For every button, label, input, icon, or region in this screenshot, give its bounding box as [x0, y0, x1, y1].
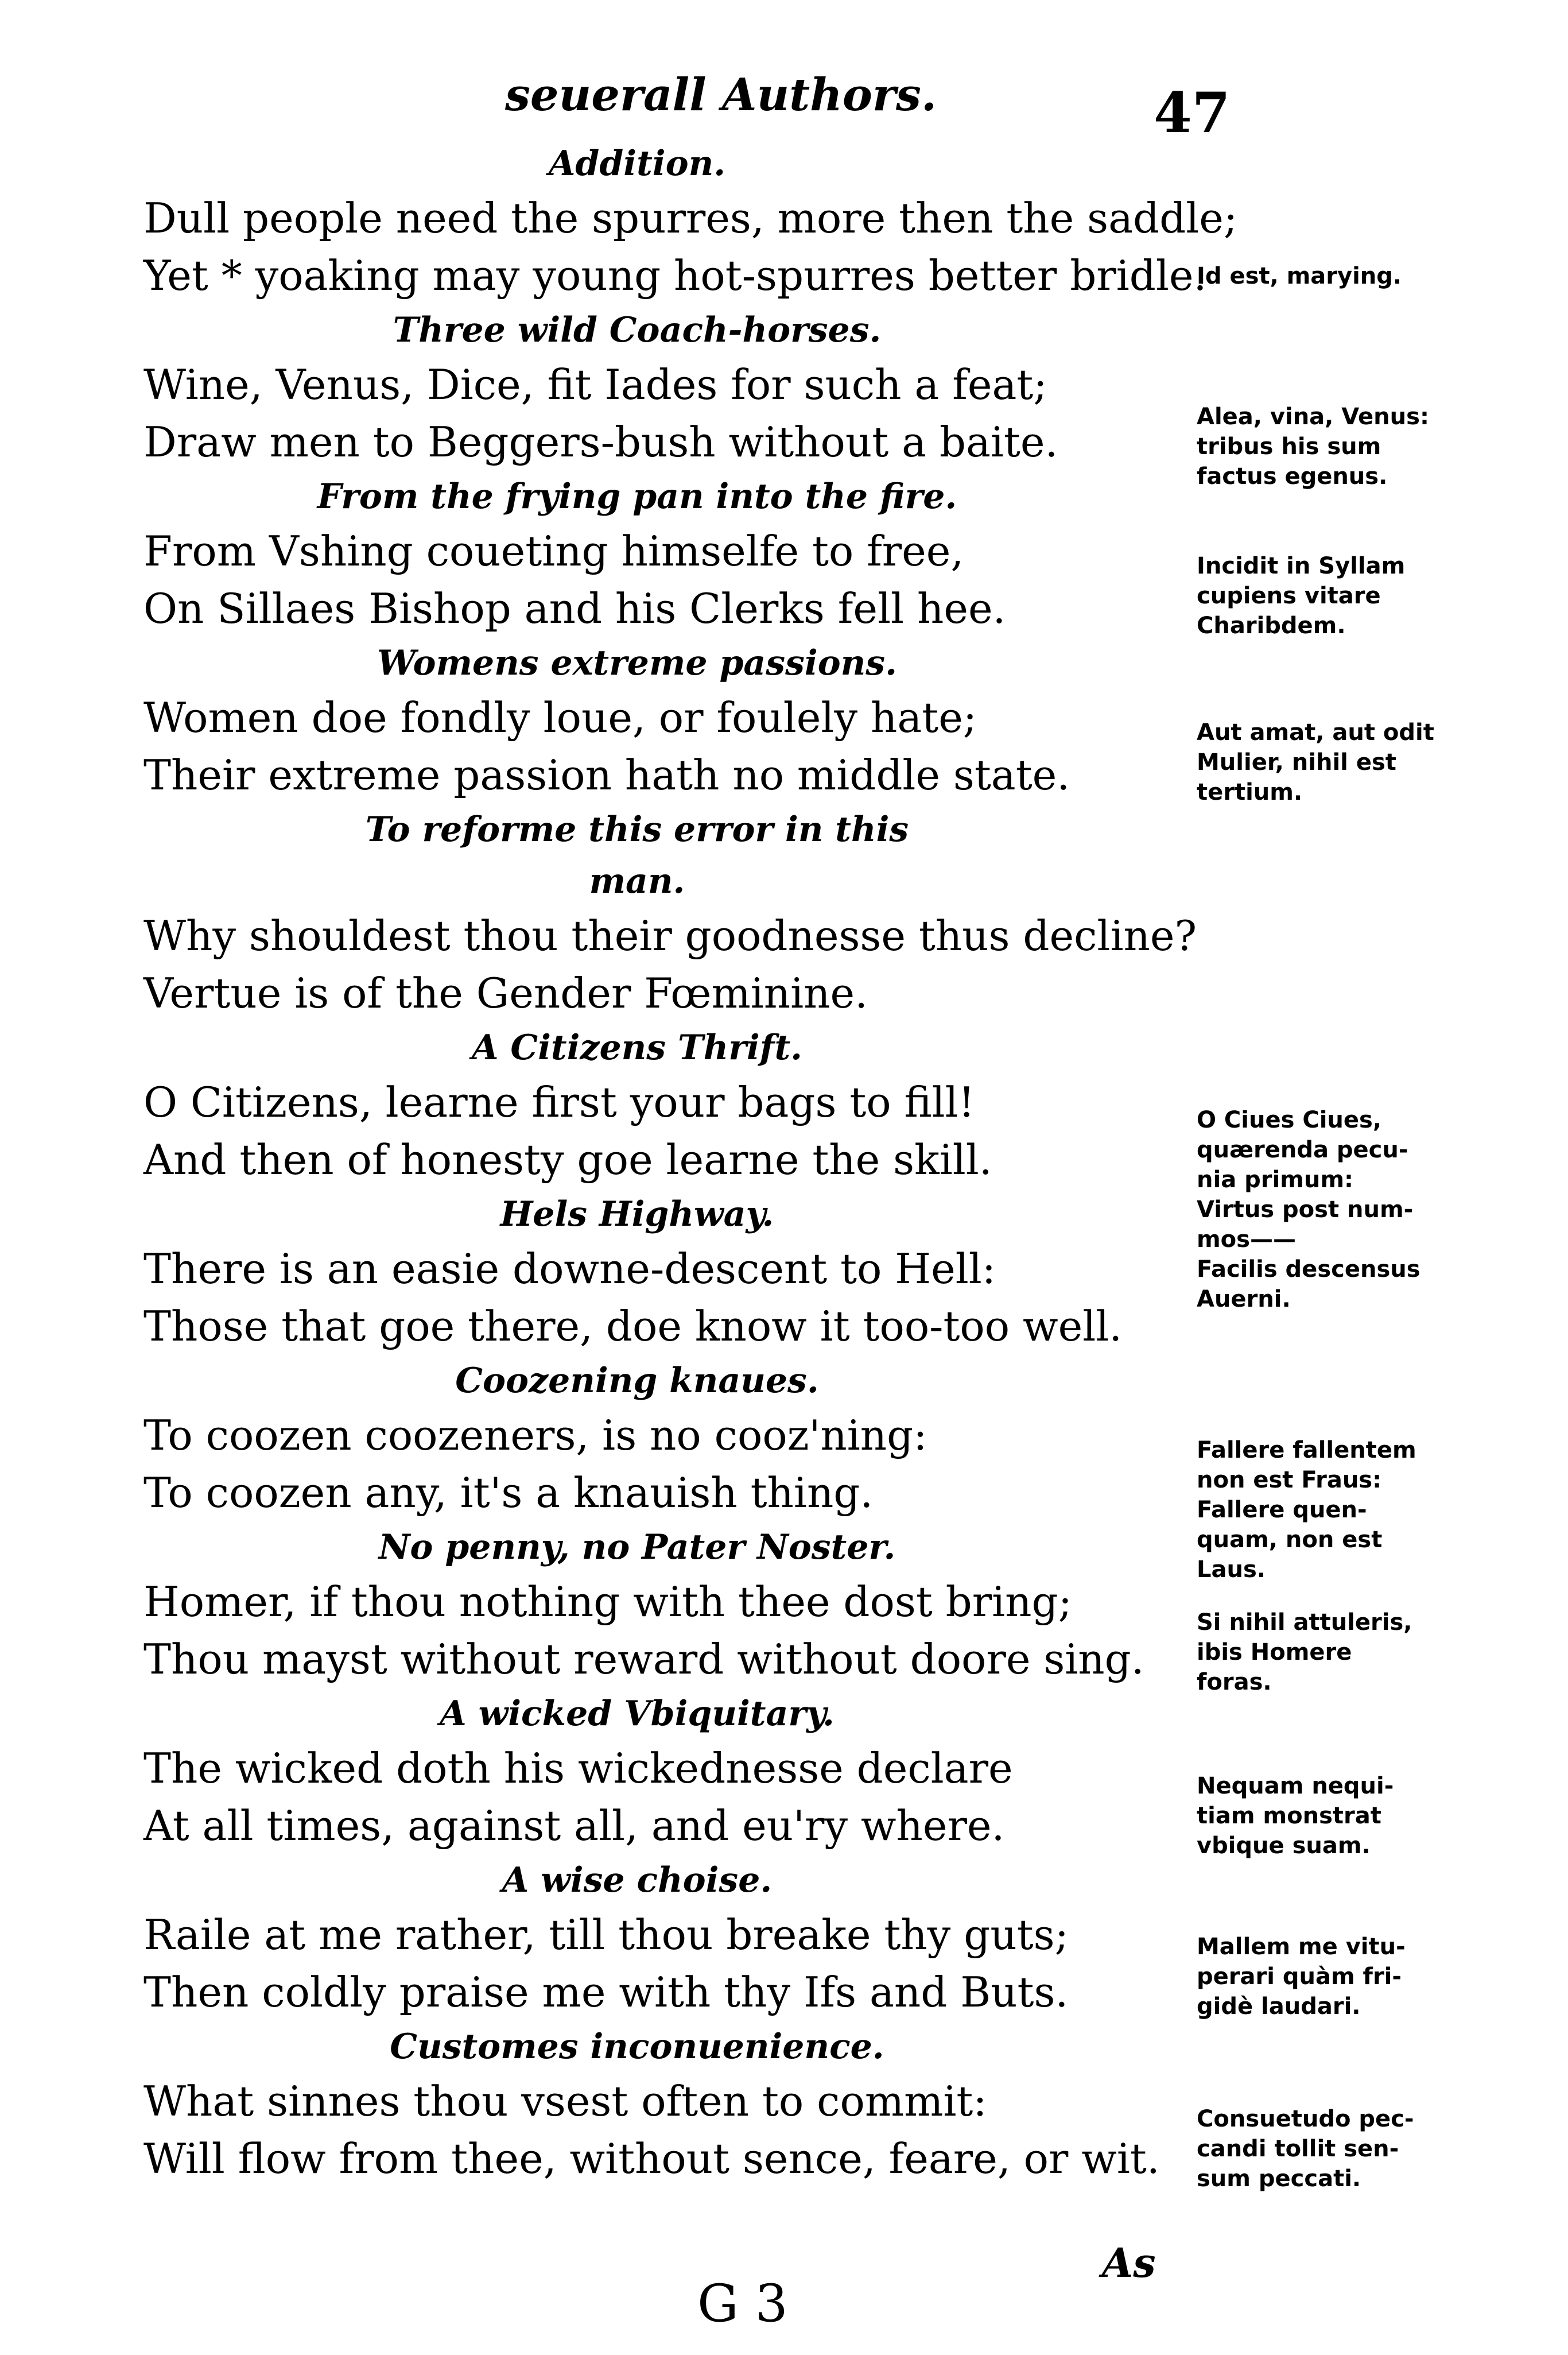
margin-note-line: Incidit in Syllam: [1197, 553, 1406, 579]
verse-line: Women doe fondly loue, or foulely hate;: [143, 694, 977, 742]
margin-note-line: Consuetudo pec-: [1197, 2106, 1414, 2132]
section-title: Customes inconuenience.: [390, 2027, 884, 2067]
margin-note: [1197, 718, 1434, 807]
margin-note: [1197, 1771, 1394, 1861]
running-title: seuerall Authors.: [505, 69, 937, 121]
catchword: As: [1102, 2239, 1156, 2287]
margin-note-line: Virtus post num-: [1197, 1196, 1414, 1223]
verse-line: To coozen any, it's a knauish thing.: [143, 1469, 874, 1517]
verse-line: Dull people need the spurres, more then the saddle;: [143, 194, 1238, 242]
margin-note-line: foras.: [1197, 1669, 1272, 1695]
verse-line: And then of honesty goe learne the skill.: [143, 1136, 992, 1184]
section-title: A Citizens Thrift.: [471, 1028, 803, 1068]
margin-note-line: Charibdem.: [1197, 613, 1346, 639]
margin-note: [1197, 1435, 1416, 1585]
margin-note-line: Nequam nequi-: [1197, 1773, 1394, 1799]
section-title: Hels Highway.: [500, 1194, 774, 1234]
margin-note-line: tiam monstrat: [1197, 1803, 1381, 1829]
margin-note: [1197, 551, 1405, 641]
verse-line: Yet * yoaking may young hot-spurres better bridle.: [143, 251, 1207, 300]
margin-note-line: Mallem me vitu-: [1197, 1934, 1406, 1960]
signature-mark: G 3: [697, 2273, 788, 2334]
margin-note-line: tertium.: [1197, 779, 1303, 805]
verse-line: At all times, against all, and eu'ry where.: [143, 1802, 1005, 1850]
margin-note: [1197, 261, 1402, 291]
margin-note: [1197, 2104, 1414, 2194]
verse-line: On Sillaes Bishop and his Clerks fell hee.: [143, 584, 1006, 633]
verse-line: There is an easie downe-descent to Hell:: [143, 1245, 996, 1293]
page-number: 47: [1154, 80, 1231, 145]
margin-note: [1197, 1105, 1420, 1314]
verse-line: Then coldly praise me with thy Ifs and Buts.: [143, 1968, 1069, 2016]
verse-line: O Citizens, learne first your bags to fill!: [143, 1078, 975, 1126]
verse-line: The wicked doth his wickednesse declare: [143, 1744, 1013, 1792]
verse-line: Thou mayst without reward without doore sing.: [143, 1635, 1144, 1683]
verse-line: Will flow from thee, without sence, feare, or wit.: [143, 2135, 1160, 2183]
margin-note-line: Laus.: [1197, 1556, 1266, 1583]
section-title: Womens extreme passions.: [377, 643, 897, 683]
margin-note-line: Aut amat, aut odit: [1197, 719, 1434, 746]
margin-note-line: factus egenus.: [1197, 463, 1388, 490]
margin-note-line: Si nihil attuleris,: [1197, 1609, 1412, 1636]
verse-line: Why shouldest thou their goodnesse thus decline?: [143, 912, 1197, 960]
verse-line: From Vshing coueting himselfe to free,: [143, 527, 964, 575]
margin-note-line: Fallere quen-: [1197, 1497, 1367, 1523]
margin-note: [1197, 1608, 1412, 1697]
margin-note-line: nia primum:: [1197, 1167, 1354, 1193]
verse-line: Draw men to Beggers-bush without a baite.: [143, 418, 1058, 466]
section-title: Three wild Coach-horses.: [393, 310, 882, 350]
margin-note: [1197, 1932, 1406, 2021]
section-title-continued: man.: [589, 861, 685, 901]
margin-note-line: mos——: [1197, 1226, 1296, 1253]
verse-line: Those that goe there, doe know it too-too well.: [143, 1302, 1123, 1350]
section-title: To reforme this error in this: [365, 809, 909, 850]
section-title: Addition.: [548, 144, 726, 184]
verse-line: What sinnes thou vsest often to commit:: [143, 2077, 987, 2125]
verse-line: Wine, Venus, Dice, fit Iades for such a feat;: [143, 361, 1047, 409]
margin-note-line: Fallere fallentem: [1197, 1437, 1416, 1463]
verse-line: Their extreme passion hath no middle state.: [143, 751, 1070, 799]
margin-note-line: vbique suam.: [1197, 1833, 1371, 1859]
margin-note-line: O Ciues Ciues,: [1197, 1107, 1382, 1133]
section-title: A wise choise.: [502, 1860, 773, 1900]
section-title: A wicked Vbiquitary.: [440, 1694, 835, 1734]
section-title: Coozening knaues.: [455, 1361, 819, 1401]
margin-note-line: candi tollit sen-: [1197, 2136, 1399, 2162]
margin-note-line: Alea, vina, Venus:: [1197, 404, 1429, 430]
verse-line: To coozen coozeners, is no cooz'ning:: [143, 1411, 927, 1459]
verse-line: Homer, if thou nothing with thee dost bring;: [143, 1578, 1072, 1626]
margin-note-line: cupiens vitare: [1197, 583, 1381, 609]
margin-note-line: Id est, marying.: [1197, 263, 1402, 289]
section-title: From the frying pan into the fire.: [317, 477, 957, 517]
section-title: No penny, no Pater Noster.: [378, 1527, 896, 1567]
margin-note-line: perari quàm fri-: [1197, 1963, 1402, 1990]
margin-note: [1197, 402, 1429, 491]
margin-note-line: sum peccati.: [1197, 2166, 1361, 2192]
margin-note-line: Facilis descensus: [1197, 1256, 1420, 1283]
margin-note-line: Mulier, nihil est: [1197, 749, 1396, 776]
margin-note-line: quam, non est: [1197, 1527, 1383, 1553]
margin-note-line: quærenda pecu-: [1197, 1137, 1408, 1163]
verse-line: Raile at me rather, till thou breake thy guts;: [143, 1911, 1069, 1959]
margin-note-line: Auerni.: [1197, 1286, 1291, 1312]
verse-line: Vertue is of the Gender Fœminine.: [143, 969, 868, 1017]
margin-note-line: ibis Homere: [1197, 1639, 1352, 1665]
margin-note-line: gidè laudari.: [1197, 1993, 1361, 2020]
margin-note-line: tribus his sum: [1197, 433, 1381, 460]
margin-note-line: non est Fraus:: [1197, 1467, 1382, 1493]
